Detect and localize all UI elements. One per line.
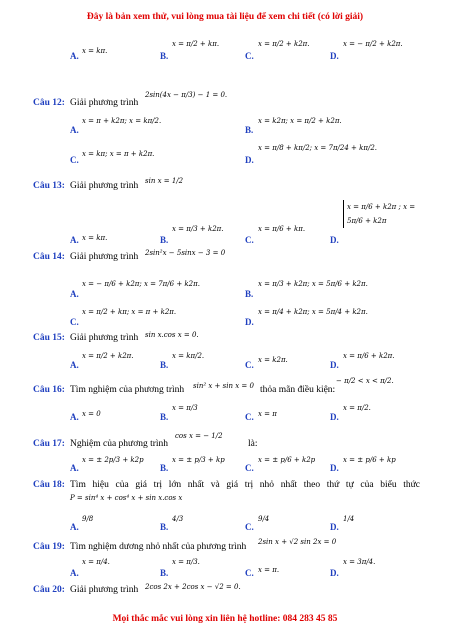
q19-option-d: x = 3π/4.	[343, 558, 376, 566]
q19-text: Tìm nghiệm dương nhỏ nhất của phương trình	[70, 542, 247, 552]
q18-option-d: 1/4	[343, 515, 355, 523]
q16-option-a: x = 0	[82, 410, 101, 418]
q14-label-a: A.	[70, 289, 79, 299]
q18-option-a: 9/8	[82, 515, 94, 523]
q19-label-a: A.	[70, 568, 79, 578]
q11-label-d: D.	[330, 51, 339, 61]
q12-option-b: x = k2π; x = π/2 + k2π.	[258, 117, 342, 125]
q19-label-b: B.	[160, 568, 169, 578]
q19-label-d: D.	[330, 568, 339, 578]
q16-label-d: D.	[330, 412, 339, 422]
q13-label-b: B.	[160, 235, 169, 245]
q19-option-c: x = π.	[258, 566, 280, 574]
q17-option-d: x = ± p/6 + kp	[343, 456, 396, 464]
q16-option-b: x = π/3	[172, 404, 198, 412]
q18-option-c: 9/4	[258, 515, 270, 523]
q17-option-a: x = ± 2p/3 + k2p	[82, 456, 144, 464]
q14-option-a: x = − π/6 + k2π; x = 7π/6 + k2π.	[82, 280, 200, 288]
q13-option-b: x = π/3 + k2π.	[172, 225, 224, 233]
q11-option-b: x = π/2 + kπ.	[172, 40, 220, 48]
q15-label-b: B.	[160, 360, 169, 370]
q17-tail: là:	[248, 439, 258, 449]
q19-equation: 2sin x + √2 sin 2x = 0	[258, 538, 337, 546]
q20-equation: 2cos 2x + 2cos x − √2 = 0.	[145, 583, 241, 591]
q14-text: Giải phương trình	[70, 252, 139, 262]
q18-label-b: B.	[160, 522, 169, 532]
q13-option-a: x = kπ.	[82, 234, 108, 242]
q14-number: Câu 14:	[33, 252, 65, 262]
q15-option-a: x = π/2 + k2π.	[82, 352, 134, 360]
q18-label-a: A.	[70, 522, 79, 532]
q18-label-c: C.	[245, 522, 254, 532]
q12-option-a: x = π + k2π; x = kπ/2.	[82, 117, 162, 125]
q14-label-d: D.	[245, 317, 254, 327]
q15-text: Giải phương trình	[70, 333, 139, 343]
q15-option-d: x = π/6 + k2π.	[343, 352, 395, 360]
q11-label-c: C.	[245, 51, 254, 61]
q14-option-b: x = π/3 + k2π; x = 5π/6 + k2π.	[258, 280, 368, 288]
q12-label-d: D.	[245, 155, 254, 165]
q16-equation: sin² x + sin x = 0	[193, 382, 254, 390]
q13-label-d: D.	[330, 235, 339, 245]
q18-option-b: 4/3	[172, 515, 184, 523]
q20-number: Câu 20:	[33, 585, 65, 595]
q15-label-d: D.	[330, 360, 339, 370]
q16-label-b: B.	[160, 412, 169, 422]
q17-text: Nghiệm của phương trình	[70, 439, 169, 449]
q12-label-a: A.	[70, 125, 79, 135]
q15-equation: sin x.cos x = 0.	[145, 331, 199, 339]
q14-equation: 2sin²x − 5sinx − 3 = 0	[145, 249, 226, 257]
q11-option-c: x = π/2 + k2π.	[258, 40, 310, 48]
q13-option-c: x = π/6 + kπ.	[258, 225, 306, 233]
q14-label-b: B.	[245, 289, 254, 299]
q19-label-c: C.	[245, 568, 254, 578]
q12-text: Giải phương trình	[70, 98, 139, 108]
q17-label-b: B.	[160, 463, 169, 473]
q13-equation: sin x = 1/2	[145, 177, 184, 185]
q17-label-a: A.	[70, 463, 79, 473]
q16-option-d: x = π/2.	[343, 404, 371, 412]
q16-label-c: C.	[245, 412, 254, 422]
q12-equation: 2sin(4x − π/3) − 1 = 0.	[145, 91, 228, 99]
q18-text: Tìm hiệu của giá trị lớn nhất và giá trị nhỏ nhất theo thứ tự của biểu thức	[70, 480, 420, 490]
q11-label-b: B.	[160, 51, 169, 61]
q17-number: Câu 17:	[33, 439, 65, 449]
q16-condition: − π/2 < x < π/2.	[336, 377, 394, 385]
q11-option-d: x = − π/2 + k2π.	[343, 40, 403, 48]
q16-text: Tìm nghiệm của phương trình	[70, 385, 185, 395]
q13-text: Giải phương trình	[70, 181, 139, 191]
q18-expression: P = sin⁴ x + cos⁴ x + sin x.cos x	[70, 494, 183, 502]
q14-option-c: x = π/2 + kπ; x = π + k2π.	[82, 308, 177, 316]
q13-label-c: C.	[245, 235, 254, 245]
q18-label-d: D.	[330, 522, 339, 532]
footer-banner: Mọi thắc mắc vui lòng xin liên hệ hotline: 084 283 45 85	[112, 614, 338, 624]
q18-number: Câu 18:	[33, 480, 65, 490]
q17-option-b: x = ± p/3 + kp	[172, 456, 225, 464]
q20-text: Giải phương trình	[70, 585, 139, 595]
q15-number: Câu 15:	[33, 333, 65, 343]
q11-label-a: A.	[70, 51, 79, 61]
q16-option-c: x = π	[258, 410, 277, 418]
q12-number: Câu 12:	[33, 98, 65, 108]
q14-label-c: C.	[70, 317, 79, 327]
q17-label-d: D.	[330, 463, 339, 473]
q19-number: Câu 19:	[33, 542, 65, 552]
q12-label-c: C.	[70, 155, 79, 165]
q15-option-c: x = k2π.	[258, 356, 288, 364]
q13-label-a: A.	[70, 235, 79, 245]
q12-option-d: x = π/8 + kπ/2; x = 7π/24 + kπ/2.	[258, 144, 378, 152]
q16-label-a: A.	[70, 412, 79, 422]
q17-option-c: x = ± p/6 + k2p	[258, 456, 316, 464]
q19-option-b: x = π/3.	[172, 558, 200, 566]
q12-label-b: B.	[245, 125, 254, 135]
q19-option-a: x = π/4.	[82, 558, 110, 566]
q16-condition-label: thỏa mãn điều kiện:	[260, 385, 336, 395]
q13-number: Câu 13:	[33, 181, 65, 191]
q11-option-a: x = kπ.	[82, 47, 108, 55]
q15-label-c: C.	[245, 360, 254, 370]
q15-label-a: A.	[70, 360, 79, 370]
q17-label-c: C.	[245, 463, 254, 473]
q12-option-c: x = kπ; x = π + k2π.	[82, 150, 155, 158]
q13-option-d: x = π/6 + k2π ; x = 5π/6 + k2π	[343, 200, 432, 228]
q15-option-b: x = kπ/2.	[172, 352, 205, 360]
header-banner: Đây là bản xem thử, vui lòng mua tài liệu để xem chi tiết (có lời giải)	[86, 12, 364, 22]
q14-option-d: x = π/4 + k2π; x = 5π/4 + k2π.	[258, 308, 368, 316]
q16-number: Câu 16:	[33, 385, 65, 395]
q17-equation: cos x = − 1/2	[175, 432, 223, 440]
